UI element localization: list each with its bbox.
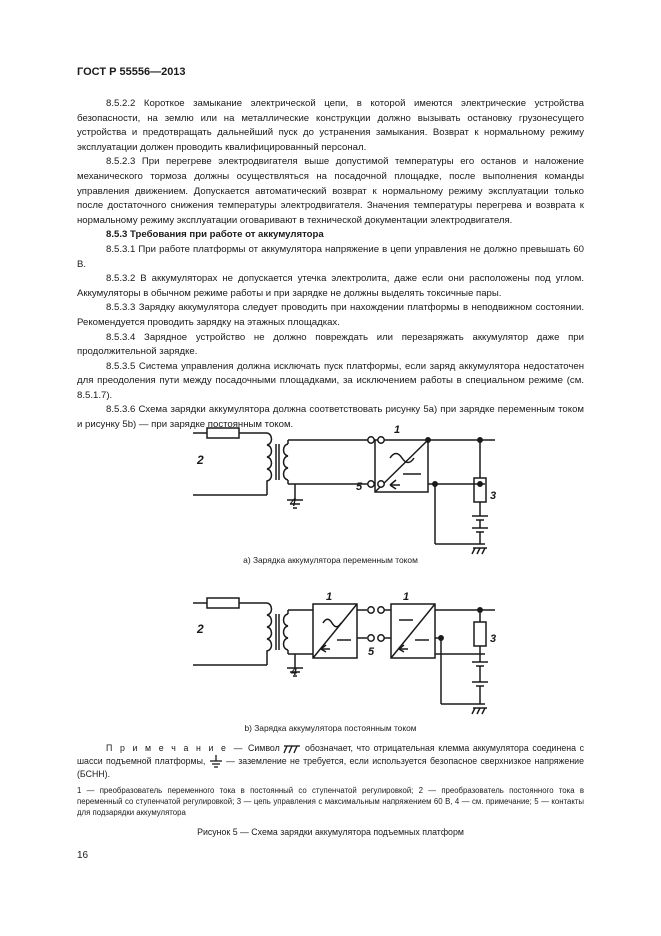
paragraph-8-5-2-2: 8.5.2.2 Короткое замыкание электрической цепи, в которой имеются электрические устройства безопасности, на землю или на металлические конструкции должно вызывать остановку грузонесущего устройства и предотвращать дальнейший пуск до устранения замыкания. Возврат к нормальному режиму эксплуатации должен проводить квалифицированный персонал. — [77, 98, 584, 153]
legend-text: 1 — преобразователь переменного тока в постоянный со ступенчатой регулировкой; 2 — преобразователь постоянного тока в переменный со ступенчатой регулировкой; 3 — цепь управления с максимальным напряжением 60 В, 4 — см. примечание; 5 — контакты для подзарядки аккумулятора — [77, 786, 584, 817]
page-number: 16 — [77, 850, 89, 861]
section-heading-8-5-3: 8.5.3 Требования при работе от аккумулятора — [106, 229, 324, 241]
circuit-diagram-ac — [185, 422, 505, 557]
label-4-b: 4 — [291, 666, 298, 678]
figure-note — [77, 742, 584, 780]
paragraph-8-5-3-6: 8.5.3.6 Схема зарядки аккумулятора должна соответствовать рисунку 5а) при зарядке переменным током и рисунку 5b) — при зарядке постоянным током. — [77, 404, 584, 431]
body-text — [77, 97, 584, 433]
caption-a: а) Зарядка аккумулятора переменным током — [243, 555, 418, 565]
figure-title: Рисунок 5 — Схема зарядки аккумулятора подъемных платформ — [197, 827, 464, 837]
note-text-2: обозначает, что отрицательная клемма аккумулятора соединена с шасси подъемной платформы, — [77, 743, 584, 766]
label-1-b-left: 1 — [326, 592, 333, 603]
label-1-b-right: 1 — [403, 592, 410, 603]
paragraph-8-5-2-3: 8.5.2.3 При перегреве электродвигателя выше допустимой температуры его останов и наложение механического тормоза должны осуществляться на посадочной площадке, после выполнения команды управления движением. Допускается автоматический возврат к нормальному режиму эксплуатации только после достаточного снижения температуры электродвигателя. Значения температуры перегрева и возврата к нормальному режиму эксплуатации оговаривают в технической документации электродвигателя. — [77, 156, 584, 226]
label-3-b: 3 — [490, 633, 497, 645]
document-header: ГОСТ Р 55556—2013 — [77, 66, 186, 78]
label-3: 3 — [490, 490, 497, 502]
paragraph-8-5-3-2: 8.5.3.2 В аккумуляторах не допускается утечка электролита, даже если они расположены под углом. Аккумуляторы в обычном режиме работы и при зарядке не должны выделять токсичные пары. — [77, 273, 584, 299]
note-text-1: Символ — [244, 743, 284, 753]
note-text-3: — заземление не требуется, если используется безопасное сверхнизкое напряжение (БСНН). — [77, 755, 584, 779]
figure-legend — [77, 785, 584, 818]
note-prefix: П р и м е ч а н и е — — [106, 743, 245, 753]
paragraph-8-5-3-1: 8.5.3.1 При работе платформы от аккумулятора напряжение в цепи управления не должно превышать 60 В. — [77, 243, 584, 270]
label-5-b: 5 — [368, 646, 375, 658]
circuit-diagram-dc — [185, 592, 505, 724]
chassis-ground-icon — [283, 744, 301, 754]
paragraph-8-5-3-4: 8.5.3.4 Зарядное устройство не должно повреждать или перезаряжать аккумулятор даже при продолжительной зарядке. — [77, 331, 584, 358]
label-4: 4 — [290, 497, 297, 509]
label-2: 2 — [197, 453, 204, 467]
ground-icon — [209, 755, 223, 768]
label-2-b: 2 — [197, 622, 204, 636]
paragraph-8-5-3-5: 8.5.3.5 Система управления должна исключать пуск платформы, если заряд аккумулятора недостаточен для преодоления пути между посадочными площадками, за исключением работы в специальном режиме (см. 8.5.1.7). — [77, 360, 584, 401]
caption-b: b) Зарядка аккумулятора постоянным током — [244, 723, 417, 733]
paragraph-8-5-3-3: 8.5.3.3 Зарядку аккумулятора следует проводить при нахождении платформы в неподвижном состоянии. Рекомендуется проводить зарядку на этажных площадках. — [77, 302, 584, 328]
label-1: 1 — [394, 424, 401, 436]
label-5: 5 — [356, 481, 363, 493]
